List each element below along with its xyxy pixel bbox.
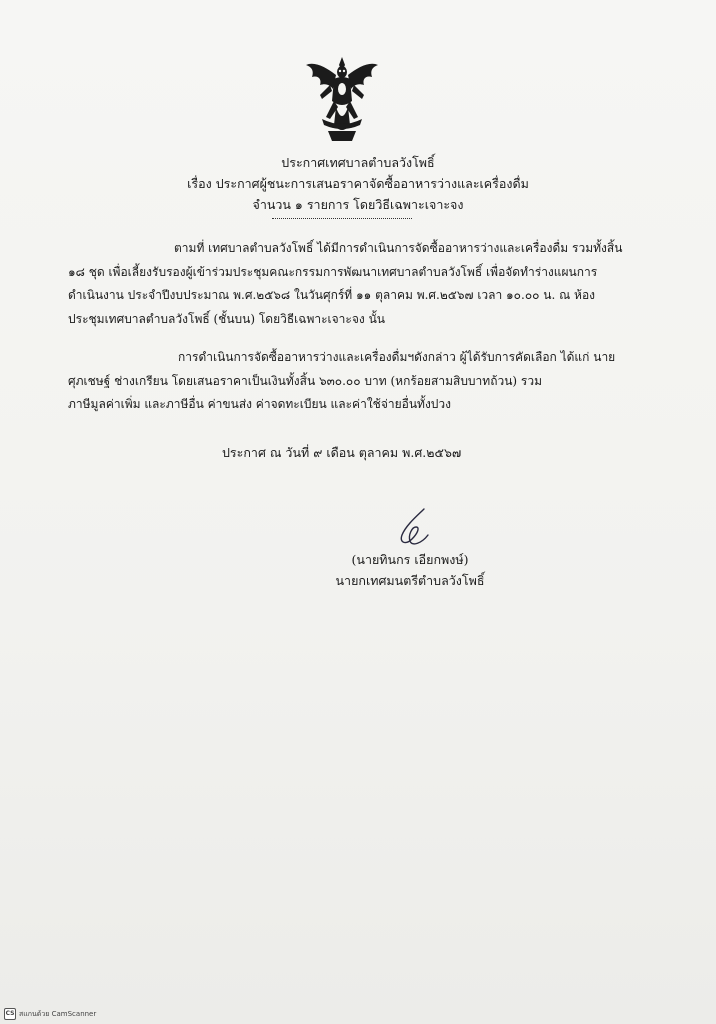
signer-name: (นายทินกร เอียกพงษ์) [351, 552, 469, 567]
garuda-emblem-icon [300, 55, 384, 145]
paragraph-line: ศุภเชษฐ์ ช่างเกรียน โดยเสนอราคาเป็นเงินทั้งสิ้น ๖๓๐.๐๐ บาท (หกร้อยสามสิบบาทถ้วน) รวม [68, 373, 542, 388]
camscanner-logo-icon: CS [4, 1008, 16, 1020]
announcement-authority: ประกาศเทศบาลตำบลวังโพธิ์ [281, 155, 435, 170]
handwritten-signature [394, 505, 430, 549]
paragraph-background [68, 237, 638, 331]
paragraph-line: ๑๘ ชุด เพื่อเลี้ยงรับรองผู้เข้าร่วมประชุมคณะกรรมการพัฒนาเทศบาลตำบลวังโพธิ์ เพื่อจัดทำร่างแผนการ [68, 264, 598, 279]
announcement-subject: เรื่อง ประกาศผู้ชนะการเสนอราคาจัดซื้ออาหารว่างและเครื่องดื่ม [187, 176, 529, 191]
signer-title: นายกเทศมนตรีตำบลวังโพธิ์ [335, 573, 485, 588]
paragraph-line: ประชุมเทศบาลตำบลวังโพธิ์ (ชั้นบน) โดยวิธีเฉพาะเจาะจง นั้น [68, 311, 385, 326]
announcement-date: ประกาศ ณ วันที่ ๙ เดือน ตุลาคม พ.ศ.๒๕๖๗ [222, 445, 462, 460]
paragraph-line: ตามที่ เทศบาลตำบลวังโพธิ์ ได้มีการดำเนินการจัดซื้ออาหารว่างและเครื่องดื่ม รวมทั้งสิ้น [174, 241, 623, 255]
scanner-watermark [4, 1008, 96, 1020]
signer-block [300, 549, 520, 591]
scanner-text: สแกนด้วย CamScanner [19, 1009, 97, 1018]
announcement-header [0, 152, 716, 215]
announcement-quantity-method: จำนวน ๑ รายการ โดยวิธีเฉพาะเจาะจง [252, 197, 464, 212]
paragraph-line: ดำเนินงาน ประจำปีงบประมาณ พ.ศ.๒๕๖๘ ในวันศุกร์ที่ ๑๑ ตุลาคม พ.ศ.๒๕๖๗ เวลา ๑๐.๐๐ น. ณ ห้อง [68, 288, 596, 302]
paragraph-award [68, 346, 638, 417]
paragraph-line: ภาษีมูลค่าเพิ่ม และภาษีอื่น ค่าขนส่ง ค่าจดทะเบียน และค่าใช้จ่ายอื่นทั้งปวง [68, 397, 452, 411]
dotted-divider [272, 218, 412, 219]
paragraph-line: การดำเนินการจัดซื้ออาหารว่างและเครื่องดื่มฯดังกล่าว ผู้ได้รับการคัดเลือก ได้แก่ นาย [178, 350, 616, 364]
